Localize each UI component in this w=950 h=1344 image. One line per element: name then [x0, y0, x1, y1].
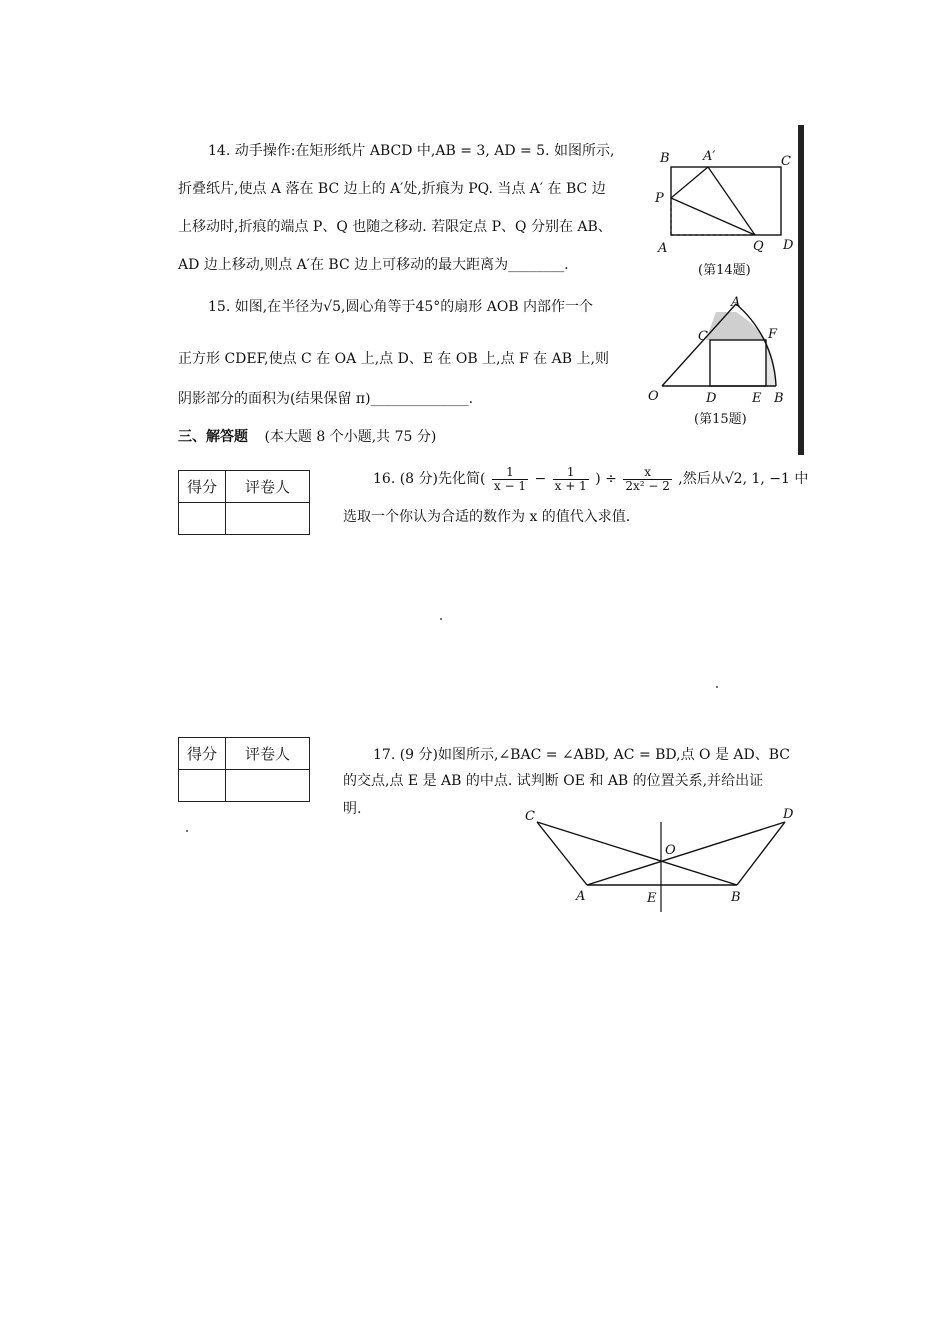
q17-grader-label: 评卷人: [226, 738, 310, 770]
q16-score-cell[interactable]: [179, 503, 226, 535]
q16-line1: [373, 462, 808, 496]
q14-label-a-prime: A′: [703, 149, 716, 164]
q16-frac1-den: x − 1: [493, 478, 527, 493]
q15-label-e: E: [752, 391, 762, 406]
q15-label-o: O: [648, 389, 659, 404]
section3-note: (本大题 8 个小题,共 75 分): [264, 429, 437, 445]
q17-segment-db: [737, 822, 785, 885]
q16-frac3-den: 2x² − 2: [625, 478, 670, 493]
q17-score-label: 得分: [179, 738, 226, 770]
q14-line2: 折叠纸片,使点 A 落在 BC 边上的 A′处,折痕为 PQ. 当点 A′ 在 BC 边: [178, 181, 606, 197]
q15-line1: 15. 如图,在半径为√5,圆心角等于45°的扇形 AOB 内部作一个: [208, 299, 594, 315]
section3-heading: 三、解答题: [178, 429, 248, 445]
q15-label-b: B: [774, 391, 784, 406]
q16-line2: 选取一个你认为合适的数作为 x 的值代入求值.: [343, 509, 631, 525]
q16-frac3-num: x: [623, 466, 672, 480]
q14-label-d: D: [783, 238, 794, 253]
q14-figure: [650, 140, 800, 285]
scan-speck: [440, 618, 442, 620]
q17-line1: 17. (9 分)如图所示,∠BAC = ∠ABD, AC = BD,点 O 是 AD、BC: [373, 747, 791, 763]
q15-label-c: C: [698, 329, 708, 344]
q17-label-b: B: [731, 890, 741, 905]
q17-score-box: [178, 737, 310, 802]
q17-score-cell[interactable]: [179, 770, 226, 802]
q16-suffix: ,然后从√2, 1, −1 中: [678, 471, 809, 487]
q14-label-a: A: [658, 241, 668, 256]
q16-score-label: 得分: [179, 471, 226, 503]
q14-line3: 上移动时,折痕的端点 P、Q 也随之移动. 若限定点 P、Q 分别在 AB、: [178, 219, 612, 235]
q16-prefix: 16. (8 分)先化简(: [373, 471, 486, 487]
q14-line4: AD 边上移动,则点 A′在 BC 边上可移动的最大距离为________.: [178, 257, 569, 273]
q15-caption: (第15题): [694, 412, 747, 427]
q17-label-o: O: [665, 843, 676, 858]
q17-label-a: A: [576, 889, 586, 904]
q17-segment-ca: [537, 822, 587, 885]
q15-label-d: D: [706, 391, 717, 406]
q15-line3: 阴影部分的面积为(结果保留 π)______________.: [178, 391, 474, 407]
q16-frac1-num: 1: [492, 466, 528, 480]
q16-grader-label: 评卷人: [226, 471, 310, 503]
section3-heading-row: [178, 428, 436, 446]
q14-label-c: C: [781, 154, 791, 169]
q15-label-f: F: [768, 327, 778, 342]
q17-label-c: C: [525, 809, 535, 824]
q16-minus: −: [534, 471, 547, 487]
q16-fraction-3: [623, 466, 672, 493]
q16-divide: ) ÷: [595, 471, 617, 487]
q15-line2: 正方形 CDEF,使点 C 在 OA 上,点 D、E 在 OB 上,点 F 在 AB 上,则: [178, 351, 609, 367]
scan-speck: [716, 686, 718, 688]
q17-grader-cell[interactable]: [226, 770, 310, 802]
q15-square-cdef: [710, 340, 766, 386]
q17-label-e: E: [647, 891, 657, 906]
q14-segment-pa: [671, 167, 708, 198]
q16-score-box: [178, 470, 310, 535]
q15-figure: [640, 290, 800, 430]
q14-line1: 14. 动手操作:在矩形纸片 ABCD 中,AB = 3, AD = 5. 如图所示,: [208, 143, 615, 159]
q16-frac2-den: x + 1: [554, 478, 587, 493]
q17-line3: 明.: [343, 801, 362, 817]
q16-grader-cell[interactable]: [226, 503, 310, 535]
q17-label-d: D: [783, 807, 794, 822]
q15-label-a: A: [731, 295, 741, 310]
q15-radius-oa: [662, 304, 736, 386]
q14-caption: (第14题): [698, 263, 751, 278]
q15-shaded-region: [706, 312, 766, 340]
q16-fraction-1: [492, 466, 528, 493]
q16-frac2-num: 1: [553, 466, 589, 480]
q14-label-p: P: [655, 191, 664, 206]
q16-fraction-2: [553, 466, 589, 493]
q14-label-b: B: [660, 151, 670, 166]
q17-figure: [515, 800, 805, 915]
q17-segment-da: [587, 822, 785, 885]
q14-rectangle: [671, 167, 781, 235]
q17-line2: 的交点,点 E 是 AB 的中点. 试判断 OE 和 AB 的位置关系,并给出证: [343, 773, 764, 789]
q17-segment-cb: [537, 822, 737, 885]
q14-label-q: Q: [753, 239, 764, 254]
scan-speck: [186, 830, 188, 832]
